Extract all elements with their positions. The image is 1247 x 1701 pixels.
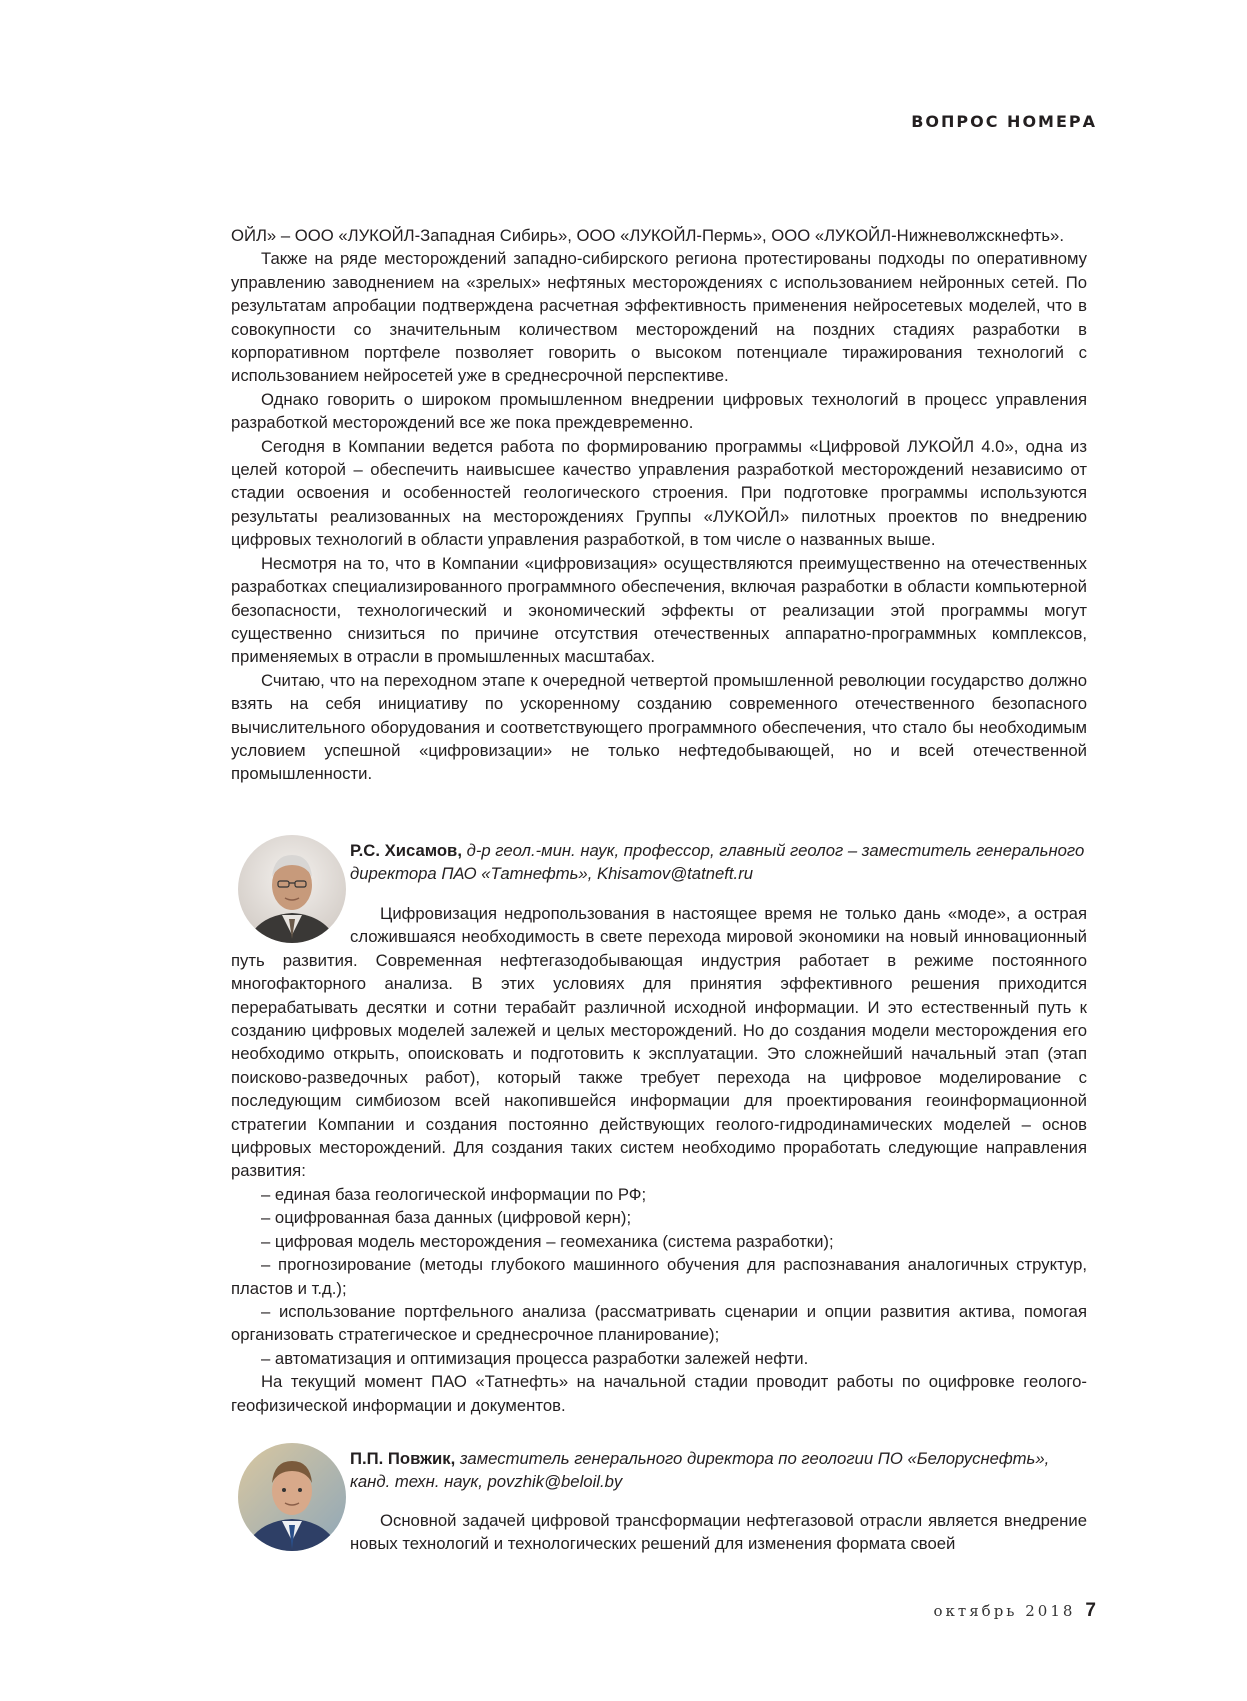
list-item: – единая база геологической информации по РФ; (261, 1184, 647, 1204)
author-byline (350, 1447, 1090, 1494)
list-item: – автоматизация и оптимизация процесса разработки залежей нефти. (261, 1348, 809, 1368)
author-statement (231, 1509, 1087, 1556)
author-name: Р.С. Хисамов, (350, 841, 462, 860)
paragraph: На текущий момент ПАО «Татнефть» на начальной стадии проводит работы по оцифровке геолого-геофизической информации и документов. (231, 1372, 1087, 1415)
issue-date: октябрь 2018 (933, 1602, 1076, 1620)
page-number: 7 (1085, 1600, 1096, 1621)
article-intro (231, 224, 1087, 786)
list-item: – оцифрованная база данных (цифровой керн); (261, 1208, 632, 1228)
paragraph: Основной задачей цифровой трансформации нефтегазовой отрасли является внедрение новых технологий и технологических решений для изменения формата своей (350, 1511, 1087, 1554)
paragraph: Несмотря на то, что в Компании «цифровизация» осуществляются преимущественно на отечественных разработках специализированного программного обеспечения, включая разработки в области компьютерной безопасности, технологический и экономический эффекты от реализации этой программы могут существенно снизиться по причине отсутствия отечественных аппаратно-программных комплексов, применяемых в отрасли в промышленных масштабах. (231, 553, 1087, 667)
author-credentials: заместитель генерального директора по геологии ПО «Белоруснефть», канд. техн. наук, povzhik@beloil.by (350, 1449, 1050, 1492)
paragraph: Сегодня в Компании ведется работа по формированию программы «Цифровой ЛУКОЙЛ 4.0», одна из целей которой – обеспечить наивысшее качество управления разработкой месторождений независимо от стадии освоения и особенностей геологического строения. При подготовке программы используются результаты реализованных на месторождениях Группы «ЛУКОЙЛ» пилотных проектов по внедрению цифровых технологий в области управления разработкой, в том числе о названных выше. (231, 436, 1087, 550)
paragraph: ОЙЛ» – ООО «ЛУКОЙЛ-Западная Сибирь», ООО «ЛУКОЙЛ-Пермь», ООО «ЛУКОЙЛ-Нижневолжскнефть». (231, 226, 1064, 245)
author-byline (350, 839, 1090, 886)
author-credentials: д-р геол.-мин. наук, профессор, главный геолог – заместитель генерального директора ПАО «Татнефть», Khisamov@tatneft.ru (350, 841, 1085, 884)
author-name: П.П. Повжик, (350, 1449, 456, 1468)
paragraph: Однако говорить о широком промышленном внедрении цифровых технологий в процесс управления разработкой месторождений все же пока преждевременно. (231, 389, 1087, 433)
list-item: – прогнозирование (методы глубокого машинного обучения для распознавания аналогичных структур, пластов и т.д.); (231, 1255, 1087, 1298)
paragraph: Цифровизация недропользования в настоящее время не только дань «моде», а острая сложившаяся необходимость в свете перехода мировой экономики на новый инновационный путь развития. Современная нефтегазодобывающая индустрия работает в режиме постоянного многофакторного анализа. В этих условиях для принятия эффективного решения приходится перерабатывать десятки и сотни терабайт различной исходной информации. И это естественный путь к созданию цифровых моделей залежей и целых месторождений. Но до создания модели месторождения его необходимо открыть, опоисковать и подготовить к эксплуатации. Это сложнейший начальный этап (этап поисково-разведочных работ), который также требует перехода на цифровое моделирование с последующим симбиозом всей накопившейся информации для проектирования геоинформационной стратегии Компании и создания постоянно действующих геолого-гидродинамических моделей – основ цифровых месторождений. Для создания таких систем необходимо проработать следующие направления развития: (231, 904, 1087, 1181)
page-footer (934, 1600, 1097, 1622)
list-item: – использование портфельного анализа (рассматривать сценарии и опции развития актива, помогая организовать стратегическое и среднесрочное планирование); (231, 1301, 1087, 1345)
list-item: – цифровая модель месторождения – геомеханика (система разработки); (261, 1231, 834, 1251)
section-header: ВОПРОС НОМЕРА (911, 112, 1097, 131)
paragraph: Также на ряде месторождений западно-сибирского региона протестированы подходы по оперативному управлению заводнением на «зрелых» нефтяных месторождениях с использованием нейронных сетей. По результатам апробации подтверждена расчетная эффективность применения нейросетевых моделей, что в совокупности со значительным количеством месторождений на поздних стадиях разработки в корпоративном портфеле позволяет говорить о высоком потенциале тиражирования технологий с использованием нейросетей уже в среднесрочной перспективе. (231, 249, 1087, 386)
paragraph: Считаю, что на переходном этапе к очередной четвертой промышленной революции государство должно взять на себя инициативу по ускоренному созданию современного отечественного безопасного вычислительного оборудования и соответствующего программного обеспечения, что стало бы необходимым условием успешной «цифровизации» не только нефтедобывающей, но и всей отечественной промышленности. (231, 670, 1087, 784)
author-statement (231, 902, 1087, 1417)
